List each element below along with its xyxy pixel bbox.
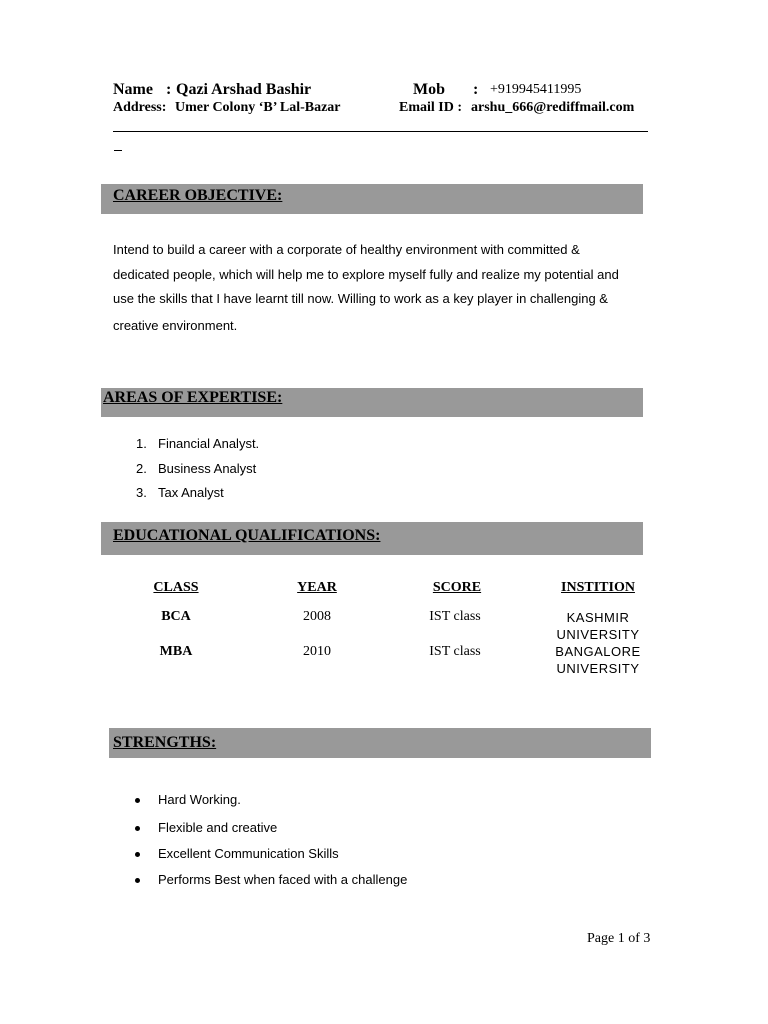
- header-divider: [113, 131, 648, 132]
- bullet-icon: [135, 826, 140, 831]
- name-label: Name: [113, 81, 153, 98]
- institution-line: UNIVERSITY: [556, 627, 640, 642]
- cell-score: IST class: [429, 644, 481, 659]
- cell-institution: [538, 609, 658, 643]
- list-text: Performs Best when faced with a challenge: [158, 872, 408, 887]
- section-title-expertise: AREAS OF EXPERTISE:: [103, 389, 283, 406]
- list-text: Tax Analyst: [158, 485, 224, 500]
- institution-line: BANGALORE: [555, 644, 641, 659]
- email-label: Email ID :: [399, 100, 462, 115]
- cell-class: MBA: [159, 644, 193, 659]
- cell-score: IST class: [429, 609, 481, 624]
- section-title-strengths: STRENGTHS:: [113, 734, 217, 751]
- cell-class: BCA: [161, 609, 191, 624]
- address-label: Address:: [113, 100, 167, 115]
- objective-line: dedicated people, which will help me to explore myself fully and realize my potential and: [113, 266, 619, 282]
- mobile-separator: :: [473, 81, 479, 98]
- address-value: Umer Colony ‘B’ Lal-Bazar: [175, 100, 341, 115]
- column-header-score: SCORE: [432, 580, 482, 595]
- bullet-icon: [135, 852, 140, 857]
- page-number: Page 1 of 3: [587, 931, 651, 946]
- list-text: Flexible and creative: [158, 820, 278, 835]
- column-header-class: CLASS: [153, 580, 199, 595]
- section-title-career-objective: CAREER OBJECTIVE:: [113, 187, 283, 204]
- mobile-label: Mob: [413, 81, 445, 98]
- list-number: 2.: [136, 461, 147, 476]
- list-text: Excellent Communication Skills: [158, 846, 339, 861]
- bullet-icon: [135, 798, 140, 803]
- objective-line: Intend to build a career with a corporate of healthy environment with committed &: [113, 242, 580, 257]
- list-number: 3.: [136, 485, 147, 500]
- bullet-icon: [135, 878, 140, 883]
- column-header-institution: INSTITION: [561, 580, 635, 595]
- institution-line: UNIVERSITY: [556, 661, 640, 676]
- list-text: Business Analyst: [158, 461, 257, 476]
- name-separator: :: [166, 81, 172, 98]
- objective-line: creative environment.: [113, 317, 238, 333]
- mobile-number: +919945411995: [490, 82, 582, 97]
- list-number: 1.: [136, 436, 147, 451]
- cell-institution: [538, 643, 658, 677]
- header-dash: [114, 150, 122, 151]
- list-text: Hard Working.: [158, 792, 241, 807]
- cell-year: 2008: [303, 609, 331, 624]
- institution-line: KASHMIR: [566, 610, 630, 625]
- section-title-education: EDUCATIONAL QUALIFICATIONS:: [113, 527, 381, 544]
- cell-year: 2010: [303, 644, 331, 659]
- column-header-year: YEAR: [297, 580, 337, 595]
- objective-line: use the skills that I have learnt till now. Willing to work as a key player in challenging &: [113, 291, 608, 306]
- career-objective-text: [113, 238, 658, 338]
- email-value: arshu_666@rediffmail.com: [471, 100, 635, 115]
- candidate-name: Qazi Arshad Bashir: [176, 81, 312, 98]
- list-text: Financial Analyst.: [158, 436, 260, 451]
